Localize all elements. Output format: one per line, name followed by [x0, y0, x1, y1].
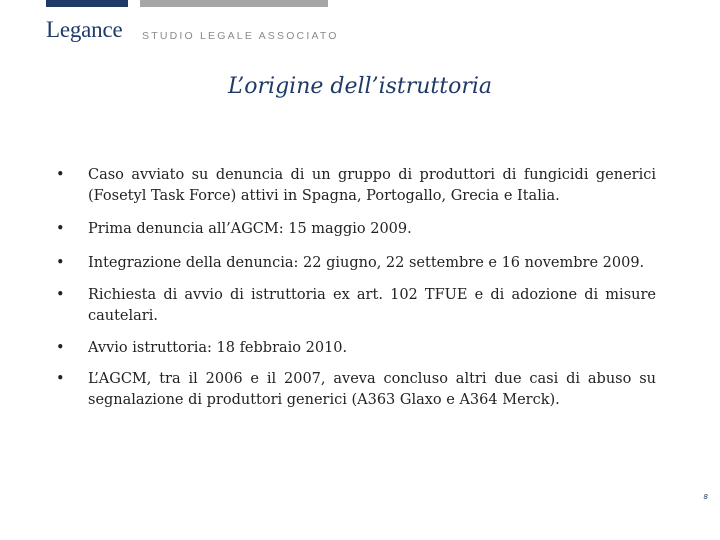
bullet-item: [56, 219, 656, 240]
bullet-list: [56, 165, 656, 411]
bullet-item: [56, 369, 656, 411]
bullet-icon: •: [56, 255, 65, 271]
bullet-icon: •: [56, 287, 65, 303]
bullet-text: Caso avviato su denuncia di un gruppo di produttori di fungicidi generici (Fosetyl Task Force) attivi in Spagna, Portogallo, Grecia e Italia.: [88, 167, 656, 204]
bullet-item: [56, 165, 656, 207]
header-bar-brand: [46, 0, 128, 7]
bullet-item: [56, 338, 656, 359]
page-number: 8: [703, 493, 708, 501]
bullet-text: L’AGCM, tra il 2006 e il 2007, aveva concluso altri due casi di abuso su segnalazione di produttori generici (A363 Glaxo e A364 Merck).: [88, 371, 656, 408]
logo: Legance: [46, 17, 123, 42]
bullet-icon: •: [56, 371, 65, 387]
slide-title: L’origine dell’istruttoria: [227, 74, 493, 99]
bullet-item: [56, 253, 656, 274]
bullet-item: [56, 285, 656, 327]
bullet-icon: •: [56, 167, 65, 183]
bullet-icon: •: [56, 221, 65, 237]
bullet-text: Avvio istruttoria: 18 febbraio 2010.: [88, 340, 348, 356]
bullet-text: Integrazione della denuncia: 22 giugno, 22 settembre e 16 novembre 2009.: [88, 255, 645, 271]
tagline: STUDIO LEGALE ASSOCIATO: [142, 30, 339, 42]
bullet-text: Prima denuncia all’AGCM: 15 maggio 2009.: [88, 221, 412, 237]
bullet-text: Richiesta di avvio di istruttoria ex art. 102 TFUE e di adozione di misure cautelari.: [88, 287, 656, 324]
bullet-icon: •: [56, 340, 65, 356]
header-bar-gray: [140, 0, 328, 7]
